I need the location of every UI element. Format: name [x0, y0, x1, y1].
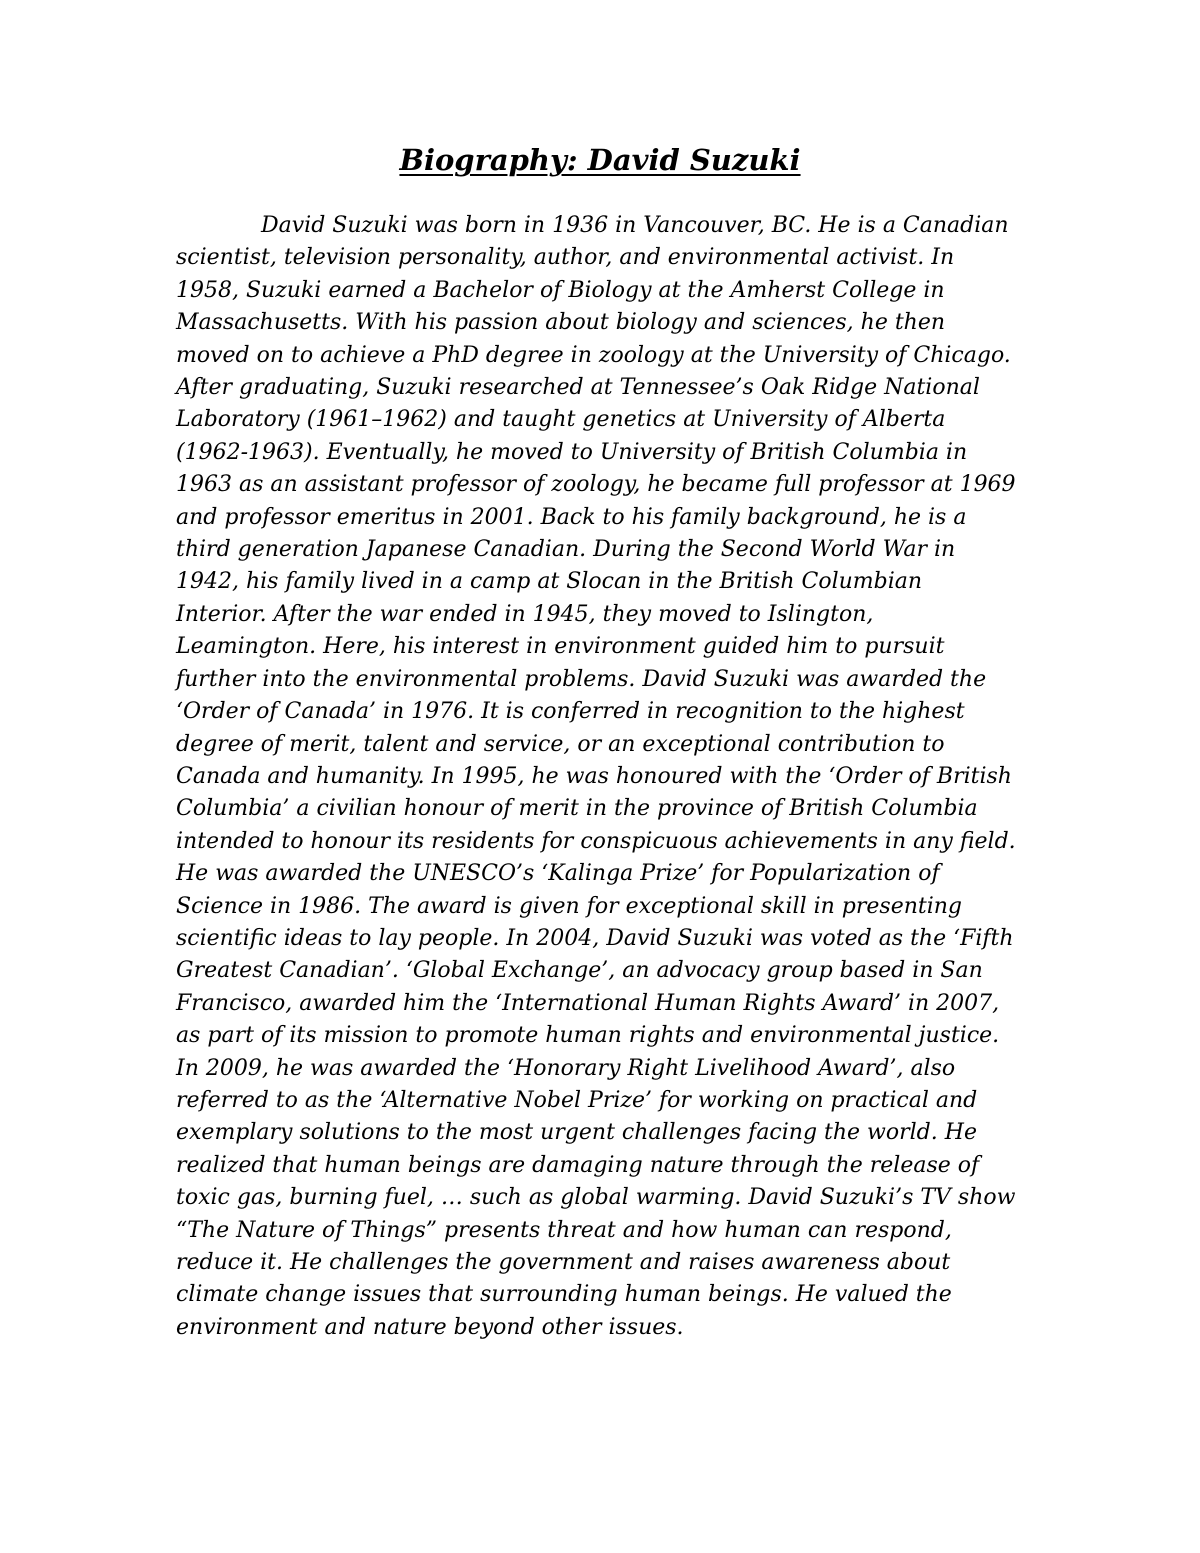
- paragraph-line: Canada and humanity. In 1995, he was honoured with the ‘Order of British: [176, 763, 1012, 789]
- paragraph-line: further into the environmental problems. David Suzuki was awarded the: [176, 666, 987, 692]
- paragraph-line: reduce it. He challenges the government and raises awareness about: [176, 1250, 951, 1275]
- paragraph-line: exemplary solutions to the most urgent challenges facing the world. He: [176, 1120, 977, 1146]
- paragraph-line: 1963 as an assistant professor of zoology, he became full professor at 1969: [176, 472, 1016, 498]
- paragraph-line: After graduating, Suzuki researched at Tennessee’s Oak Ridge National: [176, 375, 980, 401]
- paragraph-line: environment and nature beyond other issues.: [176, 1314, 684, 1340]
- paragraph-line: Interior. After the war ended in 1945, they moved to Islington,: [176, 601, 874, 627]
- paragraph-line: In 2009, he was awarded the ‘Honorary Right Livelihood Award’, also: [176, 1055, 956, 1081]
- paragraph-line: as part of its mission to promote human rights and environmental justice.: [176, 1023, 1000, 1049]
- paragraph-line: moved on to achieve a PhD degree in zoology at the University of Chicago.: [176, 342, 1011, 368]
- paragraph-line: Massachusetts. With his passion about biology and sciences, he then: [176, 310, 946, 336]
- paragraph-line: “The Nature of Things” presents threat and how human can respond,: [176, 1217, 952, 1243]
- paragraph-line: third generation Japanese Canadian. During the Second World War in: [176, 537, 956, 563]
- paragraph-line: He was awarded the UNESCO’s ‘Kalinga Prize’ for Popularization of: [176, 861, 940, 887]
- paragraph-line: referred to as the ‘Alternative Nobel Prize’ for working on practical and: [176, 1087, 978, 1113]
- paragraph-line: David Suzuki was born in 1936 in Vancouver, BC. He is a Canadian: [261, 213, 1009, 238]
- paragraph-line: Laboratory (1961–1962) and taught genetics at University of Alberta: [176, 407, 946, 433]
- paragraph-line: degree of merit, talent and service, or an exceptional contribution to: [176, 731, 945, 757]
- paragraph-line: scientific ideas to lay people. In 2004, David Suzuki was voted as the ‘Fifth: [176, 925, 1014, 951]
- biography-paragraph: [176, 210, 1046, 1344]
- paragraph-line: Science in 1986. The award is given for exceptional skill in presenting: [176, 893, 963, 919]
- paragraph-line: intended to honour its residents for conspicuous achievements in any field.: [176, 828, 1016, 854]
- paragraph-line: (1962-1963). Eventually, he moved to University of British Columbia in: [176, 439, 968, 465]
- paragraph-line: Leamington. Here, his interest in environment guided him to pursuit: [176, 634, 945, 660]
- paragraph-line: scientist, television personality, author, and environmental activist. In: [176, 245, 955, 271]
- paragraph-line: 1958, Suzuki earned a Bachelor of Biology at the Amherst College in: [176, 277, 945, 303]
- document-title: Biography: David Suzuki: [399, 143, 801, 177]
- paragraph-line: toxic gas, burning fuel, … such as global warming. David Suzuki’s TV show: [176, 1185, 1016, 1211]
- paragraph-line: Francisco, awarded him the ‘International Human Rights Award’ in 2007,: [176, 990, 1000, 1016]
- paragraph-line: realized that human beings are damaging nature through the release of: [176, 1152, 980, 1178]
- paragraph-line: and professor emeritus in 2001. Back to his family background, he is a: [176, 504, 967, 530]
- paragraph-line: climate change issues that surrounding human beings. He valued the: [176, 1282, 952, 1308]
- paragraph-line: Greatest Canadian’. ‘Global Exchange’, an advocacy group based in San: [176, 958, 983, 984]
- paragraph-line: 1942, his family lived in a camp at Slocan in the British Columbian: [176, 569, 923, 595]
- paragraph-line: ‘Order of Canada’ in 1976. It is conferred in recognition to the highest: [176, 699, 965, 725]
- paragraph-line: Columbia’ a civilian honour of merit in the province of British Columbia: [176, 796, 978, 822]
